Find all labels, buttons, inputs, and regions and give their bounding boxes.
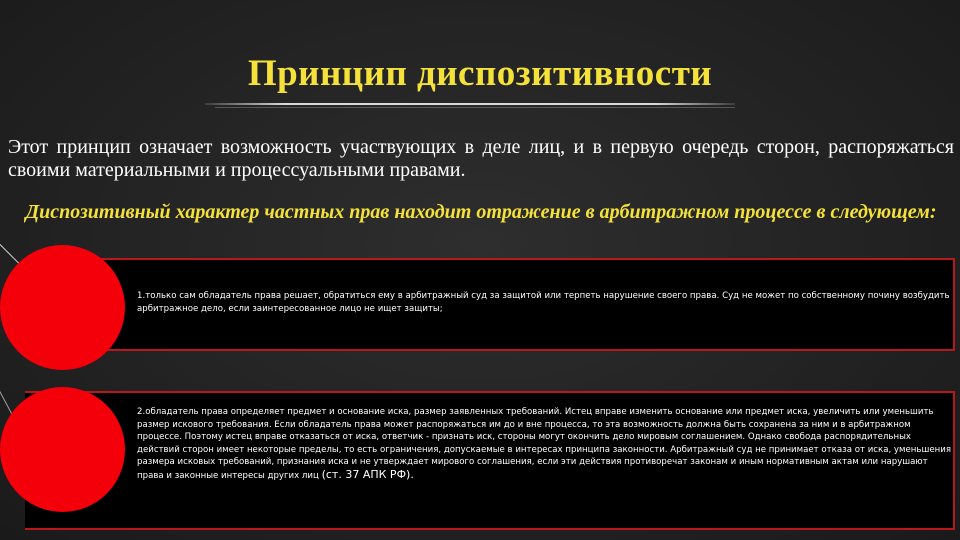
slide-title: Принцип диспозитивности xyxy=(247,53,713,94)
red-circle-1 xyxy=(0,245,125,370)
item-2-text xyxy=(137,406,952,482)
item-2-body: 2.обладатель права определяет предмет и основание иска, размер заявленных требований. Истец вправе изменить основание или предмет иска, увеличить или уменьшить размер искового требования. Если обладатель права может распоряжаться им до и вне процесса, то эта возможность должна быть сохранена за ним и в арбитражном процессе. Поэтому истец вправе отказаться от иска, ответчик - признать иск, стороны могут окончить дело мировым соглашением. Однако свобода распорядительных действий сторон имеет некоторые пределы, то есть ограничения, допускаемые в интересах принципа законности. Арбитражный суд не принимает отказа от иска, уменьшения размера исковых требований, признания иска и не утверждает мирового соглашения, если эти действия противоречат законам и иным нормативным актам или нарушают права и законные интересы других лиц xyxy=(137,407,951,481)
title-underline-shadow xyxy=(215,107,735,108)
subheading: Диспозитивный характер частных прав находит отражение в арбитражном процессе в следующем: xyxy=(25,201,937,223)
red-circle-2 xyxy=(0,387,125,512)
item-1-text: 1.только сам обладатель права решает, обратиться ему в арбитражный суд за защитой или терпеть нарушение своего права. Суд не может по собственному почину возбудить арбитражное дело, если заинтересованное лицо не ищет защиты; xyxy=(137,291,950,314)
title-underline xyxy=(205,103,735,105)
intro-paragraph: Этот принцип означает возможность участвующих в деле лиц, и в первую очередь сторон, распоряжаться своими материальными и процессуальными правами. xyxy=(8,136,954,181)
item-2-citation: (ст. 37 АПК РФ). xyxy=(321,467,414,481)
